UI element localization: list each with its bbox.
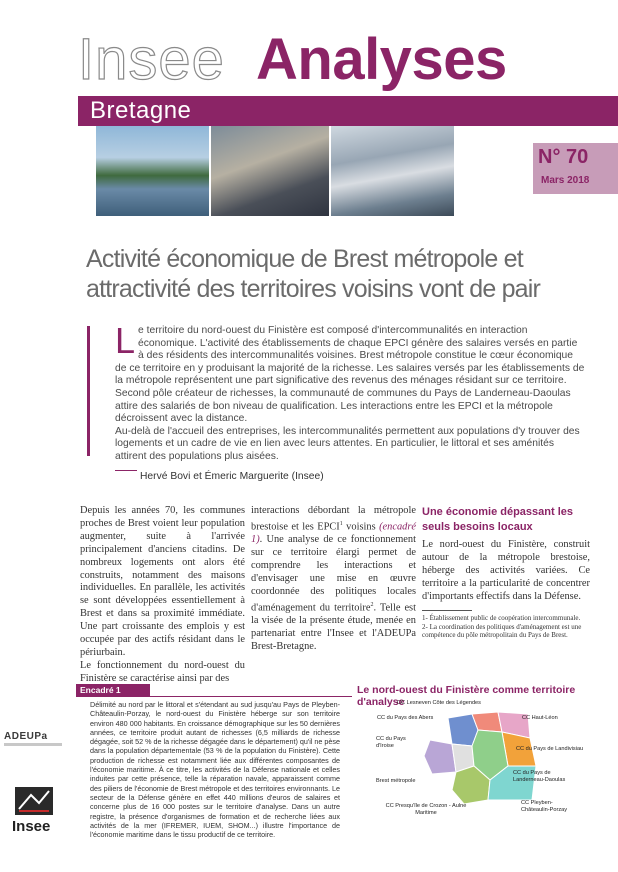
adeupa-logo-underline: [4, 743, 62, 746]
authors-rule: [115, 470, 137, 471]
map-label-iroise: CC du Pays d'Iroise: [376, 736, 406, 749]
footnote-ref-1[interactable]: 1: [339, 520, 343, 527]
paragraph: [251, 505, 416, 654]
encadre-tag: Encadré 1: [76, 684, 150, 696]
insee-logo-text: Insee: [12, 818, 51, 835]
abstract-bar: [87, 326, 90, 456]
abstract: [115, 320, 585, 464]
paragraph: Le fonctionnement du nord-ouest du Finistère se caractérise ainsi par des: [80, 659, 245, 684]
photo-students: [211, 126, 329, 216]
authors: Hervé Bovi et Émeric Marguerite (Insee): [140, 471, 324, 482]
page-title: Activité économique de Brest métropole et attractivité des territoires voisins vont de pair: [86, 245, 541, 303]
photo-laboratory: [331, 126, 454, 216]
text-run: interactions débordant la métropole brestoise et les EPCI: [251, 505, 416, 533]
paragraph: Le nord-ouest du Finistère, construit autour de la métropole brestoise, héberge des activités variées. Ce territoire a la particularité de concentrer d'importants effectifs dans la Défense.: [422, 539, 590, 602]
body-column-2: [251, 505, 416, 654]
body-column-1: [80, 505, 245, 686]
issue-date: Mars 2018: [541, 175, 590, 186]
encadre-text: Délimité au nord par le littoral et s'étendant au sud jusqu'au Pays de Pleyben-Châteaulin-Porzay, le nord-ouest du Finistère héberge sur son territoire environ 480 000 habitants. En croissance démographique sur les 50 dernières années, ce territoire produit autant de richesses (6,5 milliards de richesse dégagée, soit 52 % de la richesse dégagée dans le département) qu'il ne pèse dans la population départementale (53 % de la population du Finistère). Cette production de richesse est notamment liée aux différentes composantes de l'économie maritime. À ce titre, les activités de la Défense nationale et celles induites par cette présence, telle la réparation navale, apparaissent comme des piliers de l'économie de Brest métropole et des territoires environnants. Le secteur de la Défense génère en effet 440 millions d'euros de salaires et concerne plus de 16 000 postes sur le territoire d'analyse. Dans un autre registre, la présence d'organismes de formation et de recherche liées aux activités de la mer (IFREMER, IUEM, SHOM...) illustre l'importance de l'économie maritime dans le tissu productif de ce territoire.: [90, 700, 340, 840]
paragraph: Depuis les années 70, les communes proches de Brest voient leur population augmenter, suite à l'arrivée principalement d'anciens citadins. De nombreux logements ont alors été construits, notamment des maisons individuelles. En parallèle, les activités se sont développées essentiellement à Brest et dans sa proximité immédiate. Une part croissante des emplois y est occupée par des actifs résidant dans le périurbain.: [80, 505, 245, 658]
map-label-lesneven: CC Lesneven Côte des Légendes: [397, 700, 481, 706]
issue-number: N° 70: [538, 146, 589, 168]
insee-logo-mark: [17, 789, 51, 813]
brand-analyses: Analyses: [256, 27, 507, 92]
section-heading: Une économie dépassant les seuls besoins locaux: [422, 506, 573, 533]
map-title: Le nord-ouest du Finistère comme territoire d'analyse: [357, 684, 576, 708]
encadre-rule: [76, 696, 352, 697]
map-label-landerneau: CC du Pays de Landerneau-Daoulas: [513, 770, 566, 783]
footnote-rule: [422, 610, 472, 611]
map-label-haut-leon: CC Haut-Léon: [522, 715, 558, 721]
region-name: Bretagne: [90, 97, 192, 124]
map-label-pleyben: CC Pleyben-Châteaulin-Porzay: [521, 800, 568, 813]
map-label-abers: CC du Pays des Abers: [377, 715, 434, 721]
text-run: . Une analyse de ce fonctionnement sur ce territoire élargi permet de comprendre les interactions et d'envisager une mise en œuvre coordonnée des politiques locales d'aménagement du territoire: [251, 534, 416, 614]
footnote-2: 2- La coordination des politiques d'aménagement est une compétence du pôle métropolitain du Pays de Brest.: [422, 622, 582, 640]
footnote-1: 1- Établissement public de coopération intercommunale.: [422, 614, 581, 622]
abstract-text: e territoire du nord-ouest du Finistère est composé d'intercommunalités en interaction économique. L'activité des établissements de chaque EPCI génère des salaires versés en partie à des résidents des intercommunalités voisines. Brest métropole constitue le cœur économique de ce territoire en y produisant la majorité de la richesse. Les salaires versés par les établissements de la métropole représentent une part significative des revenus des ménages résidant sur ce territoire. Second pôle créateur de richesses, la communauté de communes du Pays de Landerneau-Daoulas attire des salariés de bon niveau de qualification. Les interactions entre les EPCI et la métropole décroissent avec la distance.: [115, 325, 585, 425]
body-column-3: [422, 539, 590, 604]
map-label-brest: Brest métropole: [376, 778, 416, 784]
brand-insee: Insee: [78, 27, 225, 92]
text-run: . Telle est la visée de la présente étude, menée en partenariat entre l'Insee et l'ADEUPa Brest-Bretagne.: [251, 602, 416, 652]
abstract-dropcap: L: [115, 320, 136, 361]
text-run: voisins: [342, 521, 380, 533]
photo-harbour: [96, 126, 209, 216]
adeupa-logo: ADEUPa: [4, 731, 48, 742]
encadre-link[interactable]: (encadré 1): [251, 521, 416, 546]
abstract-text-2: Au-delà de l'accueil des entreprises, les intercommunalités permettent aux populations d'y trouver des logements et un cadre de vie en lien avec leurs attentes. En particulier, le littoral et ses aménités attirent des populations plus aisées.: [115, 425, 580, 462]
footnotes: [422, 614, 590, 640]
map-label-landivisiau: CC du Pays de Landivisiau: [516, 746, 584, 752]
footnote-ref-2[interactable]: 2: [370, 601, 374, 608]
map-region-iroise: [424, 740, 456, 774]
map-label-crozon: CC Presqu'île de Crozon - Aulne Maritime: [385, 803, 467, 816]
